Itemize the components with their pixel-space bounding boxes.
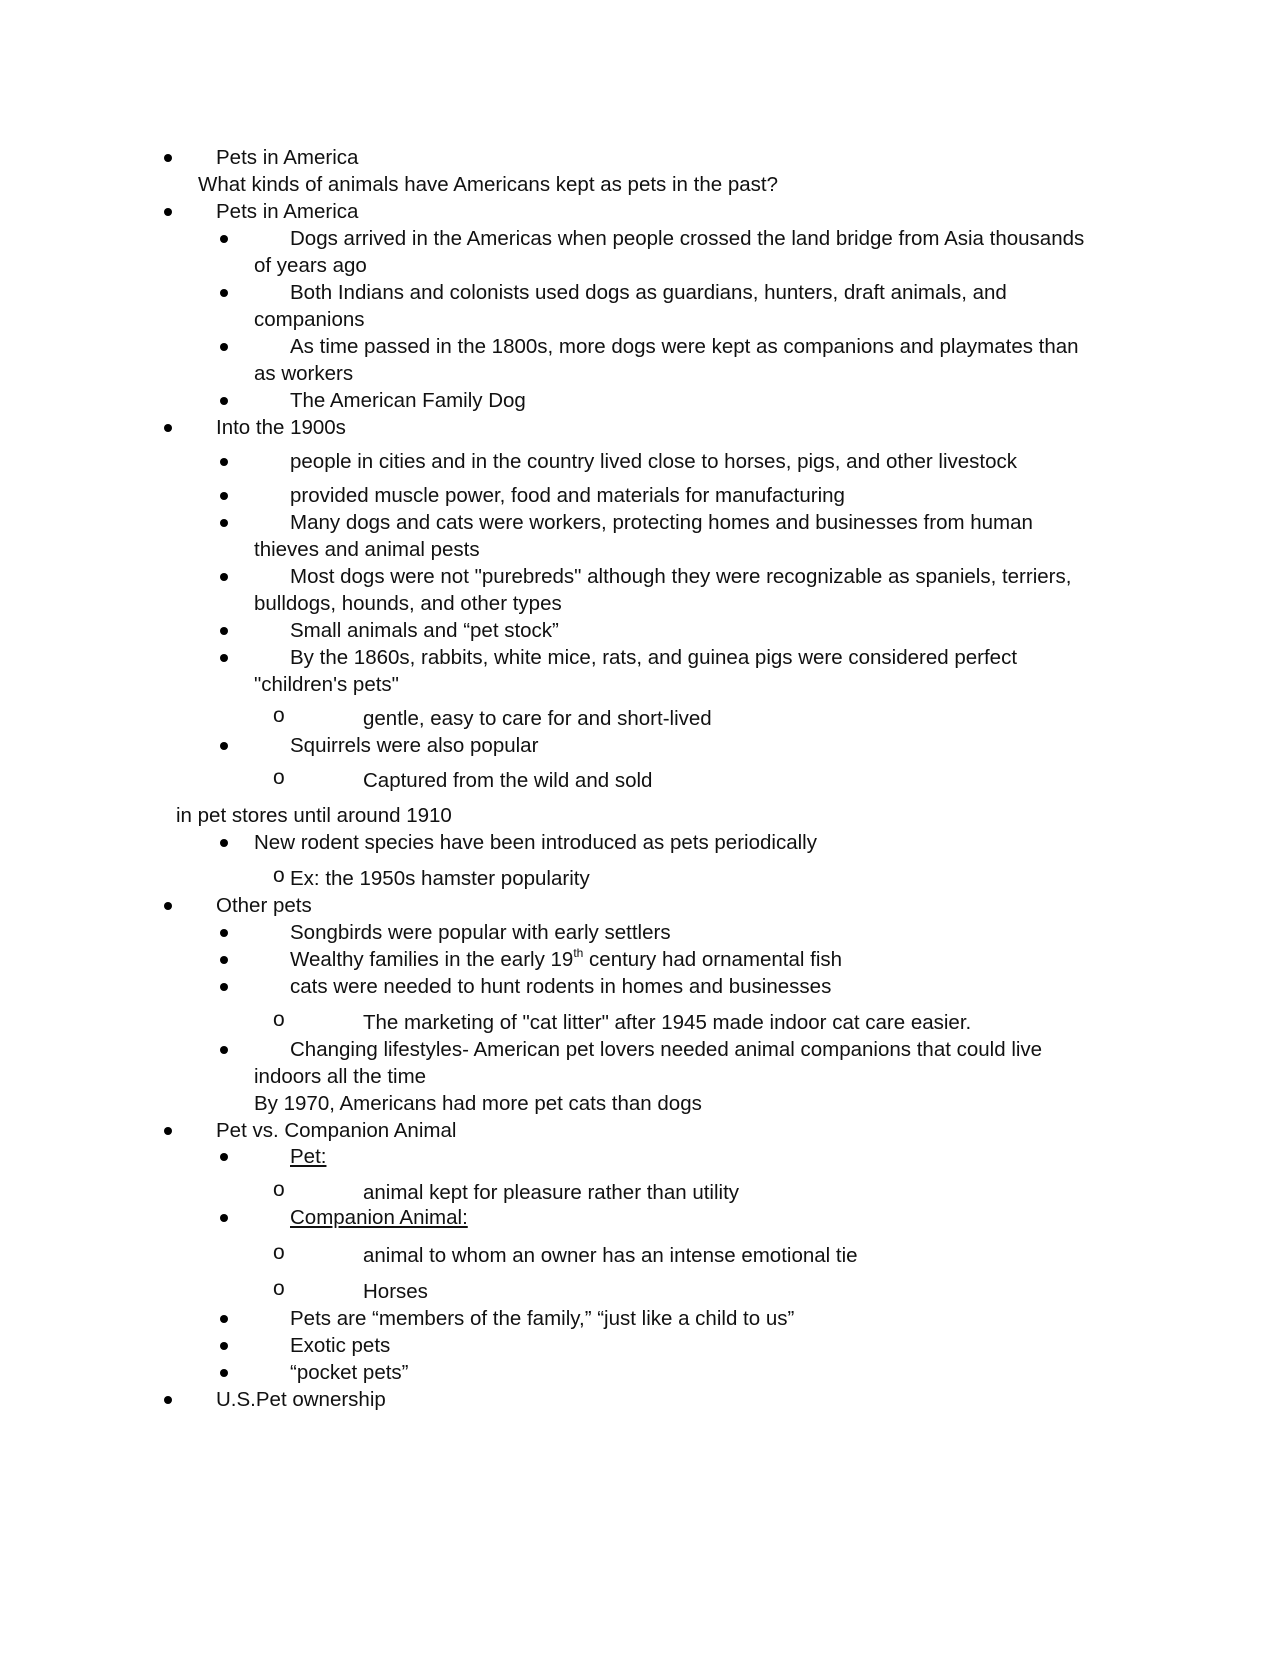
list-item-text: Horses (363, 1280, 428, 1303)
list-item-text: Pet vs. Companion Animal (216, 1119, 457, 1142)
bullet-icon (220, 839, 228, 847)
list-item-text: "children's pets" (254, 673, 399, 696)
list-item (363, 705, 712, 733)
list-item-text: in pet stores until around 1910 (176, 804, 452, 827)
list-item (216, 1117, 456, 1145)
list-item (290, 482, 845, 510)
text-line (254, 1090, 702, 1118)
list-item-text: animal kept for pleasure rather than utility (363, 1181, 740, 1204)
list-item-text: What kinds of animals have Americans kept as pets in the past? (198, 173, 778, 196)
list-item-text: people in cities and in the country lived close to horses, pigs, and other livestock (290, 450, 1018, 473)
bullet-icon (220, 742, 228, 750)
list-item (290, 865, 590, 893)
list-item-text: provided muscle power, food and materials for manufacturing (290, 484, 845, 507)
list-item (290, 387, 526, 415)
list-item-text: bulldogs, hounds, and other types (254, 592, 562, 615)
list-item (290, 1359, 409, 1387)
term-heading: Pet: (290, 1145, 327, 1168)
list-item (290, 1305, 794, 1333)
list-item-text: Dogs arrived in the Americas when people crossed the land bridge from Asia thousands (290, 227, 1085, 250)
list-item-text: Songbirds were popular with early settlers (290, 921, 671, 944)
list-item (290, 333, 1079, 361)
list-item (363, 1278, 428, 1306)
list-item-text: The American Family Dog (290, 389, 526, 412)
sub-bullet-circle-icon: o (273, 1008, 285, 1031)
list-item (216, 144, 358, 172)
bullet-icon (220, 343, 228, 351)
list-item-text: Changing lifestyles- American pet lovers needed animal companions that could live (290, 1038, 1043, 1061)
sub-bullet-circle-icon: o (273, 1241, 285, 1264)
list-item-text: century had ornamental fish (583, 948, 843, 971)
list-item (290, 509, 1033, 537)
list-item-text: By 1970, Americans had more pet cats than dogs (254, 1092, 702, 1115)
bullet-icon (220, 956, 228, 964)
list-item (290, 617, 559, 645)
list-item (290, 1204, 468, 1232)
list-item-text: gentle, easy to care for and short-lived (363, 707, 712, 730)
bullet-icon (220, 983, 228, 991)
bullet-icon (220, 397, 228, 405)
list-item-text: Pets in America (216, 146, 359, 169)
list-item (254, 829, 817, 857)
bullet-icon (220, 492, 228, 500)
list-item (290, 919, 671, 947)
list-item-text: of years ago (254, 254, 367, 277)
list-item (290, 1036, 1042, 1064)
list-item-text: By the 1860s, rabbits, white mice, rats, and guinea pigs were considered perfect (290, 646, 1018, 669)
list-item-text: cats were needed to hunt rodents in homes and businesses (290, 975, 832, 998)
sub-bullet-circle-icon: o (273, 1178, 285, 1201)
bullet-icon (220, 627, 228, 635)
list-item-text: Captured from the wild and sold (363, 769, 653, 792)
sub-bullet-circle-icon: o (273, 1277, 285, 1300)
list-item (290, 279, 1007, 307)
bullet-icon (220, 1214, 228, 1222)
bullet-icon (220, 1153, 228, 1161)
list-item-text: Ex: the 1950s hamster popularity (290, 867, 590, 890)
list-item-text: Pets are “members of the family,” “just like a child to us” (290, 1307, 795, 1330)
list-item-text: Squirrels were also popular (290, 734, 539, 757)
sub-bullet-circle-icon: o (273, 704, 285, 727)
list-item-text: As time passed in the 1800s, more dogs were kept as companions and playmates than (290, 335, 1079, 358)
bullet-icon (220, 1342, 228, 1350)
list-item-text: Wealthy families in the early 19 (290, 948, 574, 971)
list-item-text: Pets in America (216, 200, 359, 223)
text-line (254, 671, 399, 699)
list-item (290, 448, 1017, 476)
list-item (290, 1143, 326, 1171)
list-item (363, 1242, 858, 1270)
list-item (363, 1179, 739, 1207)
list-item-text: Many dogs and cats were workers, protecting homes and businesses from human (290, 511, 1033, 534)
list-item-text: Into the 1900s (216, 416, 346, 439)
list-item-text: animal to whom an owner has an intense emotional tie (363, 1244, 858, 1267)
text-line (254, 252, 367, 280)
list-item (290, 563, 1071, 591)
list-item-text: Small animals and “pet stock” (290, 619, 559, 642)
bullet-icon (220, 929, 228, 937)
list-item (290, 225, 1084, 253)
bullet-icon (220, 573, 228, 581)
text-line (254, 536, 480, 564)
list-item-text: companions (254, 308, 365, 331)
bullet-icon (164, 902, 172, 910)
list-item (290, 644, 1017, 672)
bullet-icon (220, 1315, 228, 1323)
superscript: th (573, 946, 584, 960)
list-item (216, 892, 312, 920)
bullet-icon (164, 154, 172, 162)
list-item (290, 732, 538, 760)
text-line (254, 306, 365, 334)
list-item (363, 1009, 971, 1037)
list-item-text: Most dogs were not "purebreds" although they were recognizable as spaniels, terriers, (290, 565, 1072, 588)
list-item-text: “pocket pets” (290, 1361, 409, 1384)
bullet-icon (220, 1369, 228, 1377)
bullet-icon (220, 289, 228, 297)
bullet-icon (220, 519, 228, 527)
list-item (216, 414, 346, 442)
text-line (198, 171, 778, 199)
list-item (290, 946, 842, 974)
bullet-icon (220, 1046, 228, 1054)
bullet-icon (164, 1127, 172, 1135)
bullet-icon (164, 208, 172, 216)
text-line (254, 1063, 426, 1091)
list-item (216, 198, 358, 226)
list-item-text: Exotic pets (290, 1334, 391, 1357)
bullet-icon (164, 424, 172, 432)
list-item (363, 767, 652, 795)
list-item-text: New rodent species have been introduced as pets periodically (254, 831, 817, 854)
list-item (290, 1332, 390, 1360)
bullet-icon (164, 1396, 172, 1404)
list-item-text: U.S.Pet ownership (216, 1388, 386, 1411)
list-item-text: The marketing of "cat litter" after 1945 made indoor cat care easier. (363, 1011, 972, 1034)
list-item-text: as workers (254, 362, 354, 385)
bullet-icon (220, 235, 228, 243)
list-item-text: indoors all the time (254, 1065, 427, 1088)
sub-bullet-circle-icon: o (273, 766, 285, 789)
bullet-icon (220, 654, 228, 662)
list-item-text: thieves and animal pests (254, 538, 480, 561)
bullet-icon (220, 458, 228, 466)
sub-bullet-circle-icon: o (273, 864, 285, 887)
text-line (176, 802, 452, 830)
list-item (290, 973, 831, 1001)
list-item-text: Both Indians and colonists used dogs as guardians, hunters, draft animals, and (290, 281, 1007, 304)
list-item-text: Other pets (216, 894, 312, 917)
text-line (254, 360, 353, 388)
term-heading: Companion Animal: (290, 1206, 468, 1229)
list-item (216, 1386, 386, 1414)
text-line (254, 590, 562, 618)
